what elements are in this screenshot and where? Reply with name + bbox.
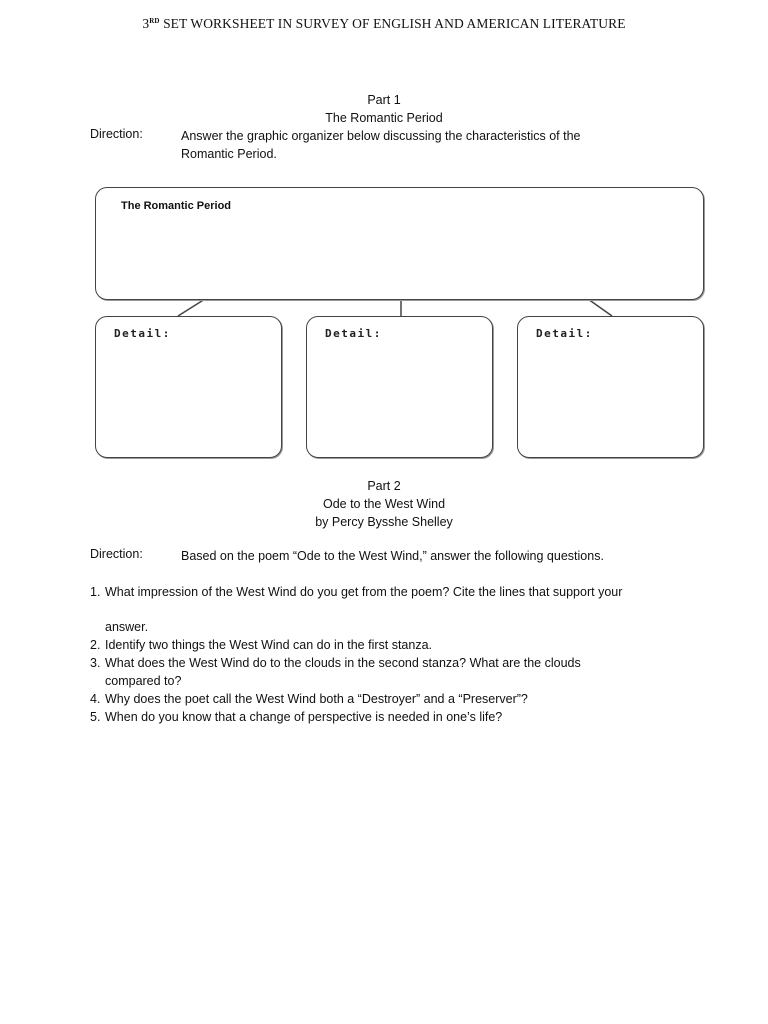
question-3 bbox=[90, 654, 710, 690]
question-2-text: Identify two things the West Wind can do in the first stanza. bbox=[105, 638, 433, 652]
detail-box-1[interactable] bbox=[95, 316, 282, 458]
detail-box-2[interactable] bbox=[306, 316, 493, 458]
question-4-number: 4. bbox=[90, 692, 101, 706]
poem-title: Ode to the West Wind bbox=[322, 497, 446, 511]
connector-right bbox=[588, 299, 612, 316]
part1-heading: Part 1 bbox=[367, 93, 401, 107]
question-5-text: When do you know that a change of perspective is needed in one’s life? bbox=[105, 710, 503, 724]
question-1-line1: What impression of the West Wind do you get from the poem? Cite the lines that support your bbox=[105, 585, 623, 599]
question-3-number: 3. bbox=[90, 656, 101, 670]
title-number: 3 bbox=[142, 16, 150, 31]
detail-label-3: Detail: bbox=[536, 327, 593, 340]
question-1-line2: answer. bbox=[105, 620, 149, 634]
question-3-line1: What does the West Wind do to the clouds in the second stanza? What are the clouds bbox=[105, 656, 581, 670]
detail-label-2: Detail: bbox=[325, 327, 382, 340]
part1-direction-line1: Answer the graphic organizer below discussing the characteristics of the bbox=[181, 129, 581, 143]
title-text: SET WORKSHEET IN SURVEY OF ENGLISH AND AMERICAN LITERATURE bbox=[159, 16, 626, 31]
question-2-number: 2. bbox=[90, 638, 101, 652]
question-2 bbox=[90, 636, 710, 654]
question-1-number: 1. bbox=[90, 585, 101, 599]
poem-author: by Percy Bysshe Shelley bbox=[315, 515, 453, 529]
detail-label-1: Detail: bbox=[114, 327, 171, 340]
detail-box-3[interactable] bbox=[517, 316, 704, 458]
main-topic-title: The Romantic Period bbox=[121, 200, 232, 212]
main-topic-box[interactable] bbox=[95, 187, 704, 300]
connector-left bbox=[178, 299, 205, 316]
question-4 bbox=[90, 690, 710, 708]
part2-direction-text: Based on the poem “Ode to the West Wind,” answer the following questions. bbox=[181, 549, 604, 563]
question-5-number: 5. bbox=[90, 710, 101, 724]
question-4-text: Why does the poet call the West Wind both a “Destroyer” and a “Preserver”? bbox=[105, 692, 528, 706]
part1-direction-label: Direction: bbox=[90, 127, 143, 141]
question-3-line2: compared to? bbox=[105, 674, 182, 688]
part1-subheading: The Romantic Period bbox=[325, 111, 443, 125]
part2-heading: Part 2 bbox=[367, 479, 401, 493]
title-superscript: RD bbox=[149, 17, 160, 25]
part1-direction-line2: Romantic Period. bbox=[181, 147, 277, 161]
part2-direction-label: Direction: bbox=[90, 547, 143, 561]
question-5 bbox=[90, 708, 710, 726]
question-1 bbox=[90, 583, 710, 636]
